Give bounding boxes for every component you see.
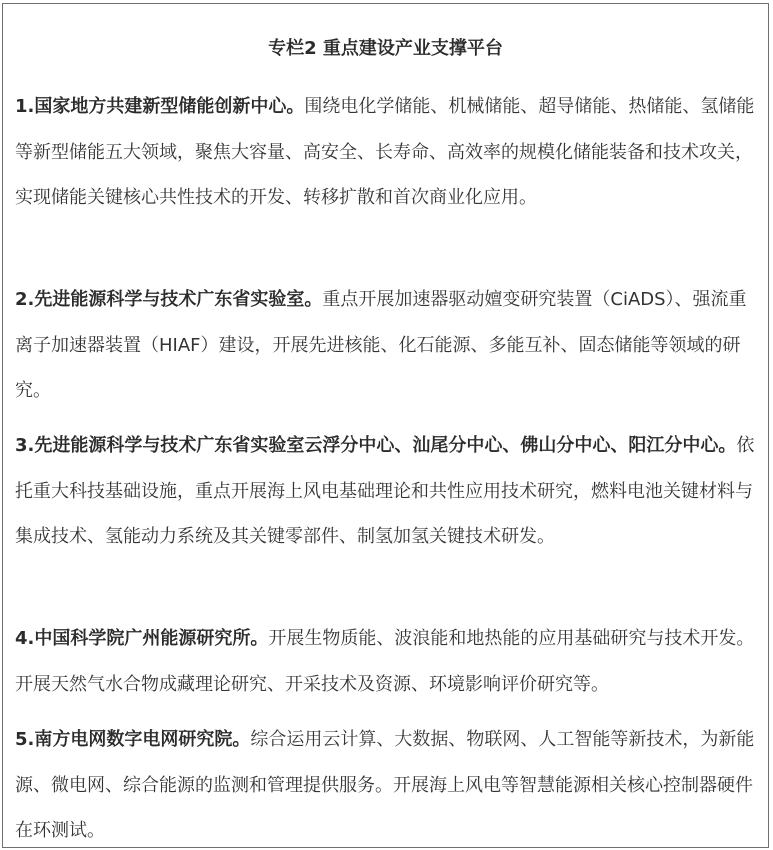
platform-item <box>15 423 763 560</box>
platform-item-heading: 1.国家地方共建新型储能创新中心。 <box>15 96 305 117</box>
platform-item-body: 依托重大科技基础设施，重点开展海上风电基础理论和共性应用技术研究，燃料电池关键材料与集成技术、氢能动力系统及其关键零部件、制氢加氢关键技术研发。 <box>15 435 755 547</box>
column-box <box>2 3 769 848</box>
platform-item <box>15 616 763 707</box>
platform-item-body: 综合运用云计算、大数据、物联网、人工智能等新技术，为新能源、微电网、综合能源的监测和管理提供服务。开展海上风电等智慧能源相关核心控制器硬件在环测试。 <box>15 729 755 841</box>
platform-item-heading: 5.南方电网数字电网研究院。 <box>15 729 251 750</box>
platform-item-body: 围绕电化学储能、机械储能、超导储能、热储能、氢储能等新型储能五大领域，聚焦大容量、高安全、长寿命、高效率的规模化储能装备和技术攻关，实现储能关键核心共性技术的开发、转移扩散和首次商业化应用。 <box>15 96 755 208</box>
platform-item <box>15 277 763 414</box>
platform-item-heading: 2.先进能源科学与技术广东省实验室。 <box>15 289 323 310</box>
column-title: 专栏2 重点建设产业支撑平台 <box>268 38 503 59</box>
platform-item-heading: 4.中国科学院广州能源研究所。 <box>15 628 269 649</box>
platform-item-heading: 3.先进能源科学与技术广东省实验室云浮分中心、汕尾分中心、佛山分中心、阳江分中心。 <box>15 435 737 456</box>
platform-item <box>15 84 763 221</box>
platform-item-body: 开展生物质能、波浪能和地热能的应用基础研究与技术开发。开展天然气水合物成藏理论研究、开采技术及资源、环境影响评价研究等。 <box>15 628 755 695</box>
platform-item-body: 重点开展加速器驱动嬗变研究装置（CiADS）、强流重离子加速器装置（HIAF）建设，开展先进核能、化石能源、多能互补、固态储能等领域的研究。 <box>15 289 747 401</box>
platform-item <box>15 717 763 848</box>
